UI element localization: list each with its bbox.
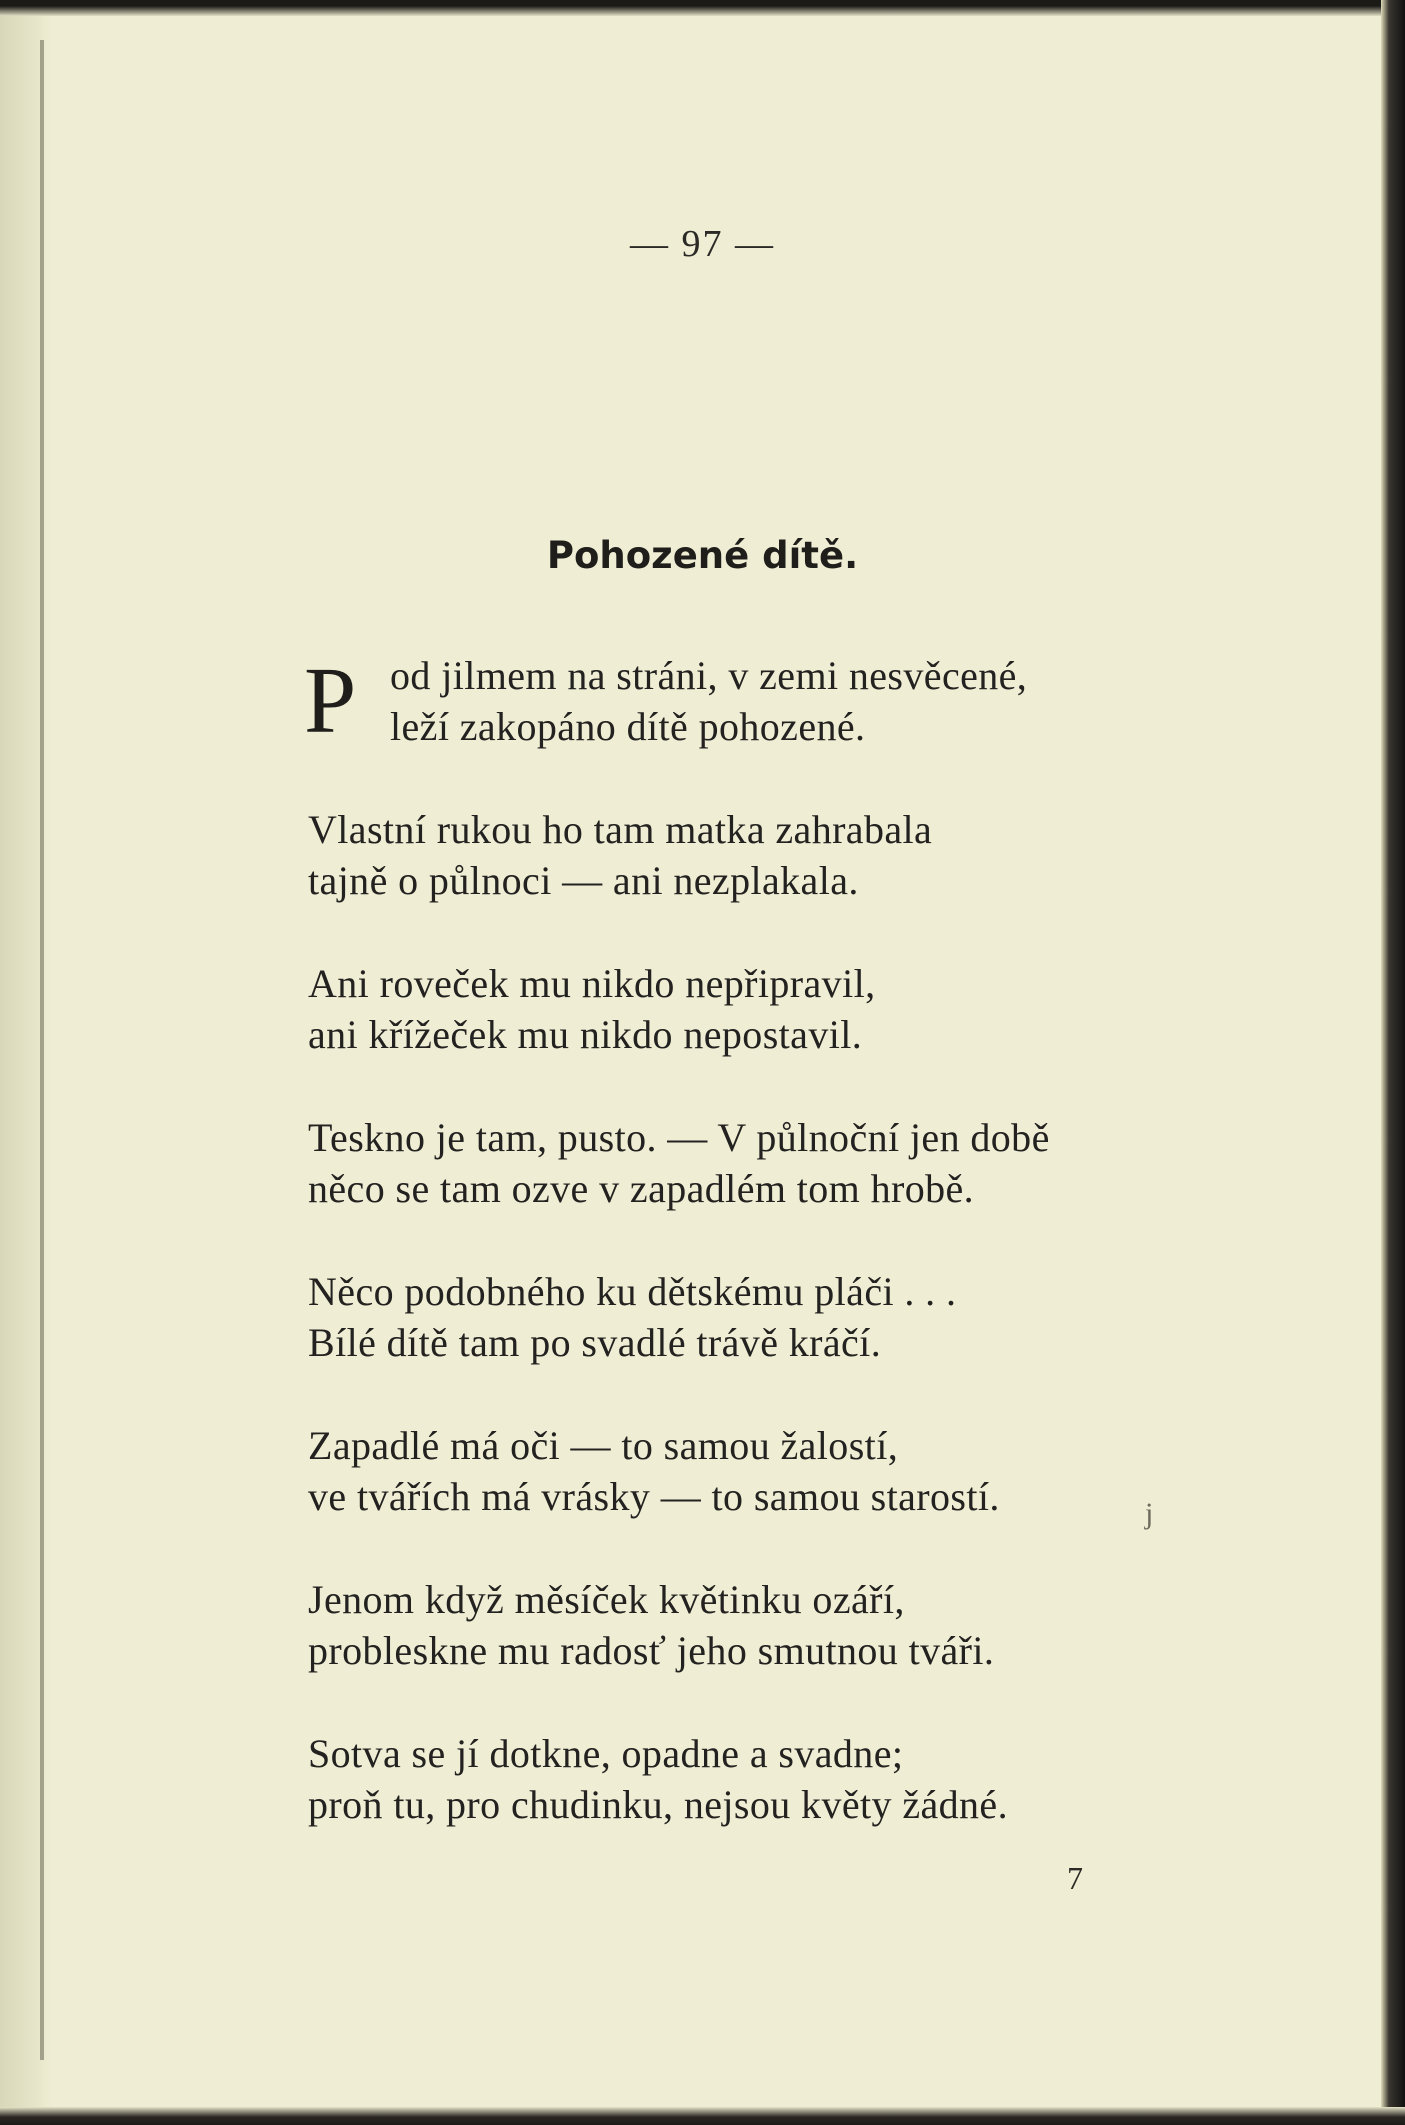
page-bottom-edge [0, 2107, 1405, 2125]
stanza-3 [308, 958, 1208, 1060]
poem-line: probleskne mu radosť jeho smutnou tváři. [308, 1628, 995, 1673]
stanza-4 [308, 1112, 1208, 1214]
poem-line: něco se tam ozve v zapadlém tom hrobě. [308, 1166, 975, 1211]
poem-line: Něco podobného ku dětskému pláči . . . [308, 1269, 957, 1314]
binding-edge [40, 40, 44, 2060]
poem-line: ani křížeček mu nikdo nepostavil. [308, 1012, 863, 1057]
poem-line: proň tu, pro chudinku, nejsou květy žádné. [308, 1782, 1008, 1827]
poem-title: Pohozené dítě. [546, 534, 859, 577]
stanza-1 [304, 649, 1208, 753]
poem-line: Vlastní rukou ho tam matka zahrabala [308, 807, 933, 852]
poem-line: Ani roveček mu nikdo nepřipravil, [308, 961, 876, 1006]
poem-body [304, 649, 1208, 1882]
margin-mark: j [1145, 1497, 1154, 1530]
page-top-edge [0, 0, 1405, 16]
gutter-shadow [0, 0, 52, 2125]
poem-line: tajně o půlnoci — ani nezplakala. [308, 858, 859, 903]
signature-mark: 7 [1067, 1860, 1083, 1896]
drop-cap: P [304, 649, 357, 753]
stanza-5 [308, 1266, 1208, 1368]
poem-line: leží zakopáno dítě pohozené. [390, 704, 866, 749]
stanza-7 [308, 1574, 1208, 1676]
poem-line: Sotva se jí dotkne, opadne a svadne; [308, 1731, 904, 1776]
poem-line: Zapadlé má oči — to samou žalostí, [308, 1423, 899, 1468]
page-number: — 97 — [630, 223, 775, 265]
poem-line: od jilmem na stráni, v zemi nesvěcené, [390, 653, 1028, 698]
stanza-2 [308, 804, 1208, 906]
stanza-6 [308, 1420, 1208, 1522]
poem-line: Jenom když měsíček květinku ozáří, [308, 1577, 905, 1622]
poem-line: ve tvářích má vrásky — to samou starostí. [308, 1474, 1000, 1519]
page-right-edge [1381, 0, 1405, 2125]
stanza-8 [308, 1728, 1208, 1830]
poem-line: Teskno je tam, pusto. — V půlnoční jen době [308, 1115, 1050, 1160]
poem-line: Bílé dítě tam po svadlé trávě kráčí. [308, 1320, 882, 1365]
